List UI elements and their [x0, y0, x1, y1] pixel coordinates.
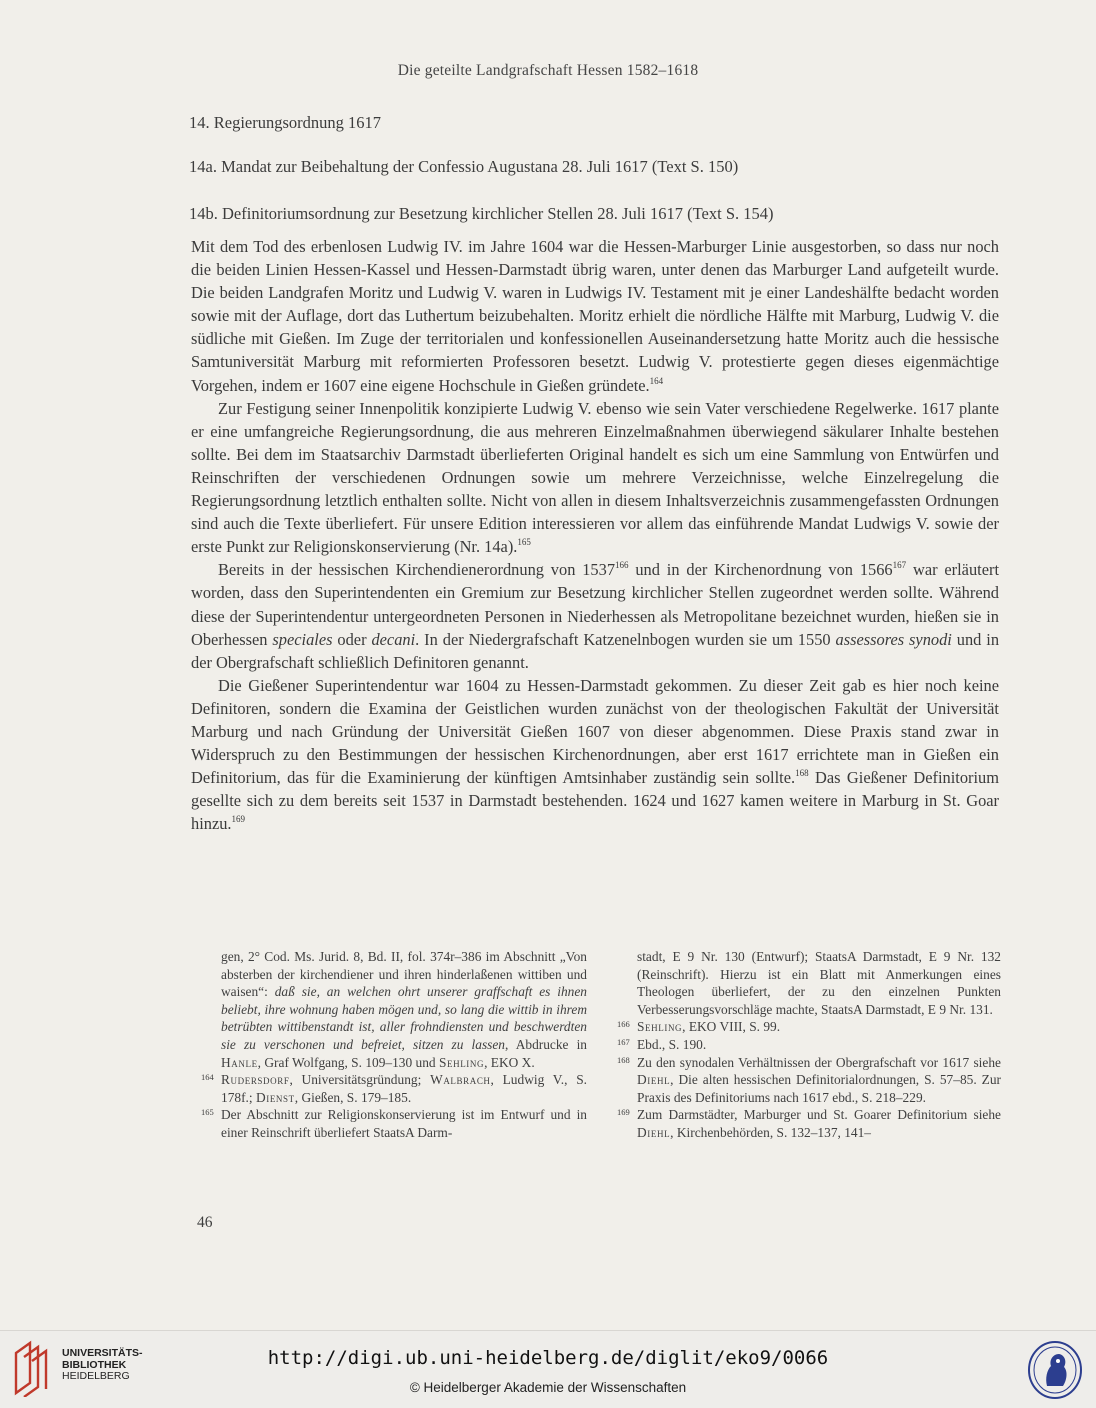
footnote-167: 167 Ebd., S. 190.	[617, 1036, 707, 1052]
footnote-ref-168[interactable]: 168	[795, 768, 809, 779]
paragraph-2: Zur Festigung seiner Innenpolitik konzipierte Ludwig V. ebenso wie sein Vater verschiedene Regelwerke. 1617 plante er eine umfangreiche Regierungsordnung, die aus mehreren Einzelmaßnahmen überwiegend säkularer Inhalte bestehen sollte. Bei dem im Staatsarchiv Darmstadt überlieferten Original handelt es sich um eine Sammlung von Entwürfen und Reinschriften der verschiedenen Ordnungen sowie um mehrere Verzeichnisse, welche Einzelregelung die Regierungsordnung letztlich enthalten sollte. Nicht von allen in diesem Inhaltsverzeichnis zusammengefassten Ordnungen sind auch die Texte überliefert. Für unsere Edition interessieren vor allem das einführende Mandat Ludwigs V. sowie der erste Punkt zur Religionskonservierung (Nr. 14a).$^{165}$	[191, 398, 999, 557]
footnote-continuation: gen, 2° Cod. Ms. Jurid. 8, Bd. II, fol. 374r–386 im Abschnitt „Von absterben der kirchendiener und ihren hinderlaßenen wittiben und waisen“: daß sie, an welchen ohrt unserer graffschaft es ihnen beliebt, ihre wohnung haben mögen und, so lang die wittib in ihrem betrübten wittibenstandt ist, aller frohndiensten und beschwerdten sie zu verschonen und befreiet, sitzen zu lassen, Abdrucke in Hanle, Graf Wolfgang, S. 109–130 und Sehling, EKO X.	[221, 949, 587, 1070]
footnote-165: 165 Der Abschnitt zur Religionskonservierung ist im Entwurf und in einer Reinschrift überliefert StaatsA Darm-	[201, 1107, 587, 1140]
viewer-footer	[0, 1330, 1096, 1408]
footnote-ref-166[interactable]: 166	[615, 560, 629, 571]
body-text	[191, 235, 999, 835]
copyright-notice: © Heidelberger Akademie der Wissenschaften	[409, 1380, 687, 1395]
footnote-ref-169[interactable]: 169	[231, 814, 246, 825]
paragraph-4: Die Gießener Superintendentur war 1604 zu Hessen-Darmstadt gekommen. Zu dieser Zeit gab es hier noch keine Definitoren, sondern die Examina der Geistlichen wurden zunächst von der theologischen Fakultät der Universität Marburg und nach Gründung der Universität Gießen 1607 von dieser abgenommen. Diese Praxis stand zwar in Widerspruch zu den Bestimmungen der hessischen Kirchenordnungen, aber erst 1617 errichtete man in Gießen ein Definitorium, das für die Examinierung der künftigen Amtsinhaber zuständig sein sollte.$^{168}$ Das Gießener Definitorium gesellte sich zu dem bereits seit 1537 in Darmstadt bestehenden. 1624 und 1627 kamen weitere in Marburg in St. Goar hinzu.$^{169}$	[191, 675, 999, 834]
paragraph-3: Bereits in der hessischen Kirchendienerordnung von 1537$^{166}$ und in der Kirchenordnung von 1566$^{167}$ war erläutert worden, dass den Superintendenten ein Gremium zur Besetzung kirchlicher Stellen zugeordnet werden sollte. Während diese der Superintendentur untergeordneten Personen in Niederhessen als Metropolitane bezeichnet wurden, hießen sie in Oberhessen speciales oder decani. In der Niedergrafschaft Katzenelnbogen wurden sie um 1550 assessores synodi und in der Obergrafschaft schließlich Definitoren genannt.	[191, 560, 1000, 672]
paragraph-1: Mit dem Tod des erbenlosen Ludwig IV. im Jahre 1604 war die Hessen-Marburger Linie ausgestorben, so dass nur noch die beiden Linien Hessen-Kassel und Hessen-Darmstadt übrig waren, unter denen das Marburger Land aufgeteilt wurde. Die beiden Landgrafen Moritz und Ludwig V. waren in Ludwigs IV. Testament mit je einer Landeshälfte bedacht worden sowie mit der Auflage, dort das Luthertum beizubehalten. Moritz erhielt die nördliche Hälfte mit Marburg, Ludwig V. die südliche mit Gießen. Im Zuge der territorialen und konfessionellen Auseinandersetzung hatte Moritz auch die hessische Samtuniversität Marburg mit reformierten Professoren besetzt. Ludwig V. protestierte gegen dieses eigenmächtige Vorgehen, indem er 1607 eine eigene Hochschule in Gießen gründete.$^{164}$	[191, 237, 999, 395]
footnote-164: 164 Rudersdorf, Universitätsgründung; Walbrach, Ludwig V., S. 178f.; Dienst, Gießen, S. 179–185.	[201, 1072, 587, 1105]
footnotes-left-column	[201, 948, 587, 1142]
section-heading-14b: 14b. Definitoriumsordnung zur Besetzung kirchlicher Stellen 28. Juli 1617 (Text S. 154)	[189, 204, 774, 223]
page-number: 46	[197, 1214, 213, 1231]
running-head: Die geteilte Landgrafschaft Hessen 1582–1618	[397, 62, 699, 79]
footnote-168: 168 Zu den synodalen Verhältnissen der Obergrafschaft vor 1617 siehe Diehl, Die alten hessischen Definitorialordnungen, S. 57–85. Zur Praxis des Definitoriums nach 1617 ebd., S. 218–229.	[617, 1054, 1001, 1105]
permalink-url[interactable]: http://digi.ub.uni-heidelberg.de/diglit/eko9/0066	[267, 1347, 829, 1369]
library-name: UNIVERSITÄTS- BIBLIOTHEK HEIDELBERG	[62, 1347, 143, 1382]
footnote-165-continuation: stadt, E 9 Nr. 130 (Entwurf); StaatsA Darmstadt, E 9 Nr. 132 (Reinschrift). Hierzu ist ein Blatt mit Anmerkungen eines Theologen überliefert, der zu den einzelnen Punkten Verbesserungsvorschläge machte, StaatsA Darmstadt, E 9 Nr. 131.	[637, 949, 1001, 1017]
section-heading-14: 14. Regierungsordnung 1617	[189, 113, 382, 132]
footnote-ref-165[interactable]: 165	[517, 537, 531, 548]
footnote-166: 166 Sehling, EKO VIII, S. 99.	[617, 1019, 781, 1035]
footnote-ref-167[interactable]: 167	[892, 560, 907, 571]
footnotes-right-column	[617, 948, 1001, 1142]
academy-seal-icon[interactable]	[1027, 1340, 1083, 1400]
section-heading-14a: 14a. Mandat zur Beibehaltung der Confessio Augustana 28. Juli 1617 (Text S. 150)	[189, 157, 739, 176]
footnote-ref-164[interactable]: 164	[649, 375, 664, 386]
footnote-169: 169 Zum Darmstädter, Marburger und St. Goarer Definitorium siehe Diehl, Kirchenbehörden, S. 132–137, 141–	[617, 1107, 1001, 1140]
